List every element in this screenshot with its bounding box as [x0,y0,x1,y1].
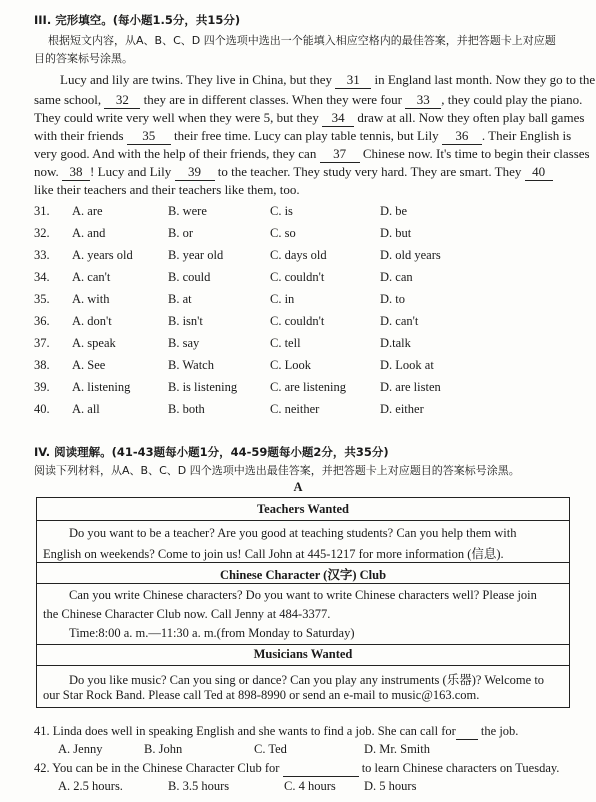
passage-line-7: like their teachers and their teachers like them, too. [34,182,300,197]
option-a: A. all [72,402,100,416]
option-d: D. Look at [380,358,434,372]
option-c: C. days old [270,248,327,262]
option-c: C. tell [270,336,301,350]
question-42-options [34,779,574,795]
option-a: A. can't [72,270,111,284]
option-a: A. See [72,358,106,372]
option-d: D. old years [380,248,441,262]
question-42: 42. You can be in the Chinese Character Club for to learn Chinese characters on Tuesday. [34,761,560,775]
option-b: B. is listening [168,380,238,394]
section4-title: IV. 阅读理解。(41-43题每小题1分，44-59题每小题2分，共35分) [34,445,389,459]
blank-39: 39 [175,164,215,181]
option-b: B. or [168,226,193,240]
question-37: 37. A. speak B. say C. tell D.talk [34,336,411,350]
option-a: A. don't [72,314,112,328]
passage-line-6: now. 38 ! Lucy and Lily 39 to the teacher. They study very hard. They are smart. They 40 [34,164,553,181]
blank-34: 34 [322,110,354,127]
divider [37,644,569,645]
section3-instruction-2: 目的答案标号涂黑。 [34,52,133,65]
option-c: C. neither [270,402,320,416]
divider [37,665,569,666]
option-a: A. Jenny [58,742,103,756]
question-32: 32. A. and B. or C. so D. but [34,226,412,240]
option-d: D. can't [380,314,419,328]
ad-title-chinese-club: Chinese Character (汉字) Club [219,568,387,582]
option-d: D. either [380,402,424,416]
ad-text: our Star Rock Band. Please call Ted at 898-8990 or send an e-mail to music@163.com. [43,688,480,702]
option-b: B. John [144,742,183,756]
option-d: D. be [380,204,408,218]
question-40: 40. A. all B. both C. neither D. either [34,402,424,416]
question-38: 38. A. See B. Watch C. Look D. Look at [34,358,434,372]
passage-line-1: Lucy and lily are twins. They live in China, but they 31 in England last month. Now they go to the [60,72,596,87]
question-33: 33. A. years old B. year old C. days old D. old years [34,248,441,262]
option-a: A. and [72,226,106,240]
option-c: C. are listening [270,380,347,394]
option-d: D. are listen [380,380,441,394]
option-a: A. speak [72,336,116,350]
option-d: D.talk [380,336,411,350]
ad-text: Do you want to be a teacher? Are you good at teaching students? Can you help them with [69,526,517,540]
passage-line-2: same school, 32 they are in different classes. When they were four 33 , they could play the piano. [34,92,583,107]
divider [37,562,569,563]
option-c: C. in [270,292,295,306]
option-b: B. year old [168,248,224,262]
passage-line-3: They could write very well when they were 5, but they 34 draw at all. Now they often play ball games [34,110,585,125]
section4-instruction: 阅读下列材料，从A、B、C、D 四个选项中选出最佳答案，并把答题卡上对应题目的答案标号涂黑。 [34,464,520,477]
option-c: C. is [270,204,293,218]
option-a: A. are [72,204,103,218]
option-a: A. with [72,292,110,306]
option-c: C. couldn't [270,270,325,284]
question-39: 39. A. listening B. is listening C. are listening D. are listen [34,380,441,394]
ad-title-teachers: Teachers Wanted [256,502,350,516]
option-a: A. listening [72,380,131,394]
divider [37,583,569,584]
option-d: D. Mr. Smith [364,742,430,756]
passage-letter: A [293,480,303,494]
option-b: B. were [168,204,207,218]
divider [37,520,569,521]
ad-title-musicians: Musicians Wanted [253,647,353,661]
ad-text: the Chinese Character Club now. Call Jenny at 484-3377. [43,607,331,621]
option-b: B. could [168,270,211,284]
section3-title: III. 完形填空。(每小题1.5分，共15分) [34,13,241,27]
blank-33: 33 [405,92,441,109]
option-b: B. say [168,336,200,350]
blank-38: 38 [62,164,90,181]
option-b: B. Watch [168,358,214,372]
option-d: D. can [380,270,413,284]
blank-32: 32 [104,92,140,109]
ad-text: Time:8:00 a. m.—11:30 a. m.(from Monday to Saturday) [69,626,355,640]
ad-text: Can you write Chinese characters? Do you want to write Chinese characters well? Please join [69,588,537,602]
passage-line-5: very good. And with the help of their friends, they can 37 Chinese now. It's time to begin their classes [34,146,590,161]
question-41-options [34,742,574,758]
option-a: A. 2.5 hours. [58,779,123,793]
question-41: 41. Linda does well in speaking English and she wants to find a job. She can call for the job. [34,724,519,738]
option-b: B. at [168,292,192,306]
question-34: 34. A. can't B. could C. couldn't D. can [34,270,413,284]
option-d: D. 5 hours [364,779,417,793]
option-c: C. 4 hours [284,779,336,793]
option-b: B. isn't [168,314,203,328]
blank-37: 37 [320,146,360,163]
option-c: C. so [270,226,296,240]
question-36: 36. A. don't B. isn't C. couldn't D. can't [34,314,419,328]
option-a: A. years old [72,248,133,262]
blank-36: 36 [442,128,482,145]
option-c: C. Look [270,358,311,372]
option-b: B. both [168,402,205,416]
question-31: 31. A. are B. were C. is D. be [34,204,408,218]
blank-40: 40 [525,164,553,181]
ads-box [36,497,570,708]
passage-line-4: with their friends 35 their free time. Lucy can play table tennis, but Lily 36 . Their English is [34,128,572,143]
ad-text: English on weekends? Come to join us! Call John at 445-1217 for more information (信息). [43,547,504,561]
option-d: D. but [380,226,412,240]
section3-instruction-1: 根据短文内容，从A、B、C、D 四个选项中选出一个能填入相应空格内的最佳答案，并把答题卡上对应题 [48,34,556,47]
blank-35: 35 [127,128,171,145]
option-c: C. Ted [254,742,287,756]
question-35: 35. A. with B. at C. in D. to [34,292,405,306]
option-d: D. to [380,292,405,306]
ad-text: Do you like music? Can you sing or dance? Can you play any instruments (乐器)? Welcome to [69,673,545,687]
blank-31: 31 [335,72,371,89]
option-b: B. 3.5 hours [168,779,230,793]
option-c: C. couldn't [270,314,325,328]
